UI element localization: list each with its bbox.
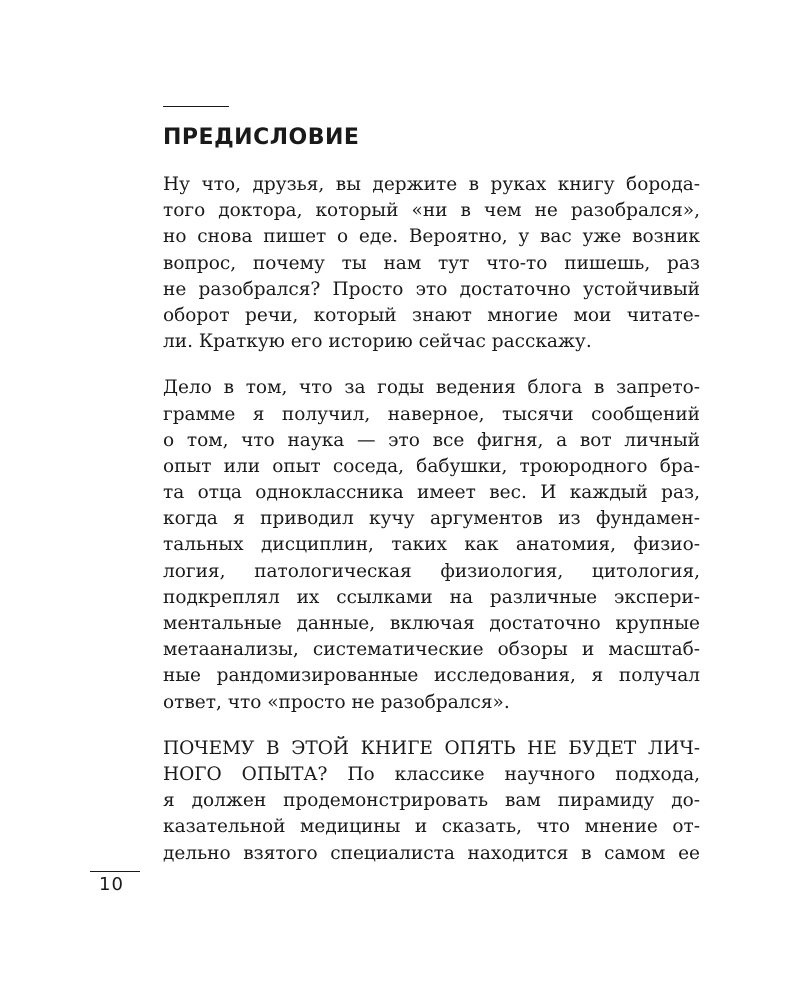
- text-line: Дело в том, что за годы ведения блога в запрето-: [163, 377, 700, 399]
- paragraph-1: [163, 172, 700, 355]
- text-line: ответ, что «просто не разобрался».: [163, 691, 510, 713]
- paragraph-2: [163, 375, 700, 715]
- text-line: ПОЧЕМУ В ЭТОЙ КНИГЕ ОПЯТЬ НЕ БУДЕТ ЛИЧ-: [163, 737, 700, 759]
- text-line: казательной медицины и сказать, что мнение от-: [163, 816, 700, 838]
- text-line: того доктора, который «ни в чем не разобрался»,: [163, 200, 700, 222]
- text-line: когда я приводил кучу аргументов из фундамен-: [163, 508, 700, 530]
- text-line: грамме я получил, наверное, тысячи сообщений: [163, 403, 700, 425]
- text-line: я должен продемонстрировать вам пирамиду до-: [163, 790, 700, 812]
- text-line: о том, что наука — это все фигня, а вот личный: [163, 429, 700, 451]
- text-line: ные рандомизированные исследования, я получал: [163, 665, 700, 687]
- text-line: Ну что, друзья, вы держите в руках книгу борода-: [163, 174, 700, 195]
- text-line: метаанализы, систематические обзоры и масштаб-: [163, 639, 700, 661]
- text-line: дельно взятого специалиста находится в самом ее: [163, 842, 700, 864]
- text-line: ли. Краткую его историю сейчас расскажу.: [163, 331, 592, 353]
- text-line: та отца одноклассника имеет вес. И каждый раз,: [163, 482, 700, 504]
- text-line: логия, патологическая физиология, цитология,: [163, 560, 700, 582]
- text-line: тальных дисциплин, таких как анатомия, физио-: [163, 534, 700, 556]
- text-line: ментальные данные, включая достаточно крупные: [163, 613, 700, 634]
- text-line: оборот речи, который знают многие мои читате-: [163, 304, 700, 326]
- text-line: не разобрался? Просто это достаточно устойчивый: [163, 278, 700, 300]
- text-line: опыт или опыт соседа, бабушки, троюродного бра-: [163, 455, 700, 477]
- paragraph-3: [163, 736, 700, 867]
- text-line: НОГО ОПЫТА? По классике научного подхода,: [163, 763, 700, 785]
- page-number-rule: [90, 871, 140, 872]
- body-text: [163, 172, 700, 887]
- text-line: вопрос, почему ты нам тут что-то пишешь, раз: [163, 252, 700, 274]
- text-line: но снова пишет о еде. Вероятно, у вас уже возник: [163, 226, 700, 248]
- text-line: подкреплял их ссылками на различные экспери-: [163, 586, 700, 608]
- chapter-title: ПРЕДИСЛОВИЕ: [163, 125, 360, 150]
- chapter-top-rule: [163, 106, 229, 107]
- page-number: 10: [99, 874, 124, 895]
